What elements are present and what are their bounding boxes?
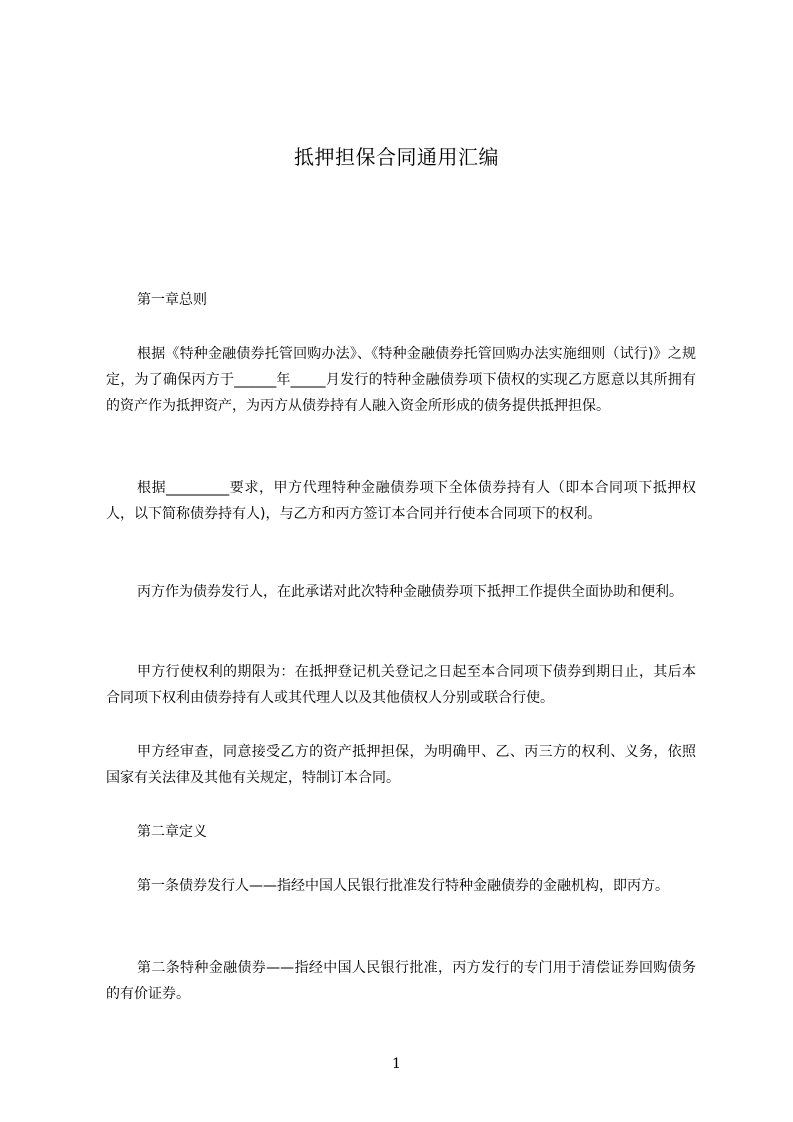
chapter-heading-definitions: 第二章定义 (137, 824, 207, 840)
paragraph-agency: 根据_________要求，甲方代理特种金融债券项下全体债券持有人（即本合同项下抵押权人，以下简称债券持有人)，与乙方和丙方签订本合同并行使本合同项下的权利。 (106, 480, 696, 522)
document-title: 抵押担保合同通用汇编 (294, 145, 499, 169)
paragraph-rights-period: 甲方行使权利的期限为：在抵押登记机关登记之日起至本合同项下债券到期日止，其后本合同项下权利由债券持有人或其代理人以及其他债权人分别或联合行使。 (106, 664, 696, 706)
paragraph-legal-basis: 根据《特种金融债券托管回购办法》、《特种金融债券托管回购办法实施细则（试行)》之规定，为了确保丙方于______年_____月发行的特种金融债券项下债权的实现乙方愿意以其所拥有的资产作为抵押资产，为丙方从债券持有人融入资金所形成的债务提供抵押担保。 (106, 346, 696, 414)
paragraph-review-agreement: 甲方经审查，同意接受乙方的资产抵押担保，为明确甲、乙、丙三方的权利、义务，依照国家有关法律及其他有关规定，特制订本合同。 (106, 744, 696, 786)
paragraph-issuer-commitment: 丙方作为债券发行人，在此承诺对此次特种金融债券项下抵押工作提供全面协助和便利。 (137, 584, 683, 600)
definition-article-2: 第二条特种金融债券——指经中国人民银行批准，丙方发行的专门用于清偿证券回购债务的有价证券。 (106, 960, 696, 1002)
definition-article-1: 第一条债券发行人——指经中国人民银行批准发行特种金融债券的金融机构，即丙方。 (137, 878, 669, 894)
page-number: 1 (392, 1056, 401, 1072)
chapter-heading-general: 第一章总则 (137, 292, 207, 308)
